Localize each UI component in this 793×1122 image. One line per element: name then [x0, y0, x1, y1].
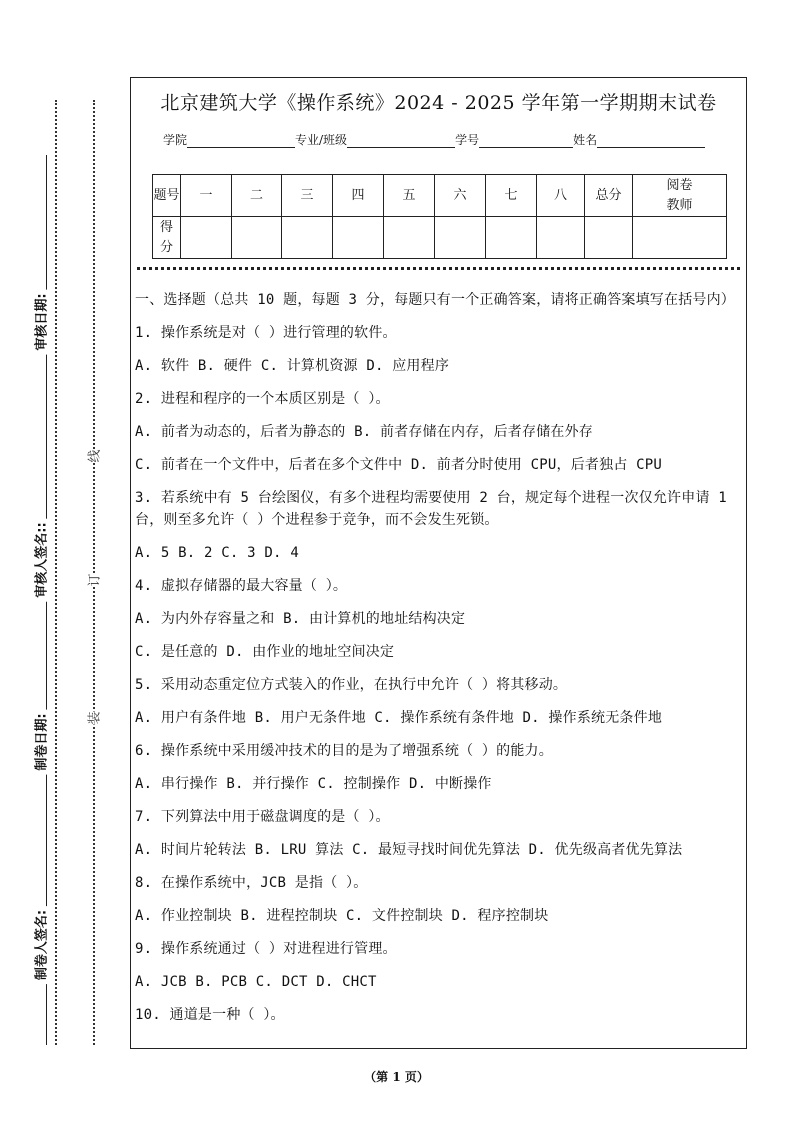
question-text: 3. 若系统中有 5 台绘图仪，有多个进程均需要使用 2 台，规定每个进程一次仅允许申请 1 台，则至多允许（ ）个进程参于竞争，而不会发生死锁。 — [135, 490, 727, 528]
exam-title: 北京建筑大学《操作系统》2024 - 2025 学年第一学期期末试卷 — [160, 92, 717, 114]
question-options: A. 为内外存容量之和 B. 由计算机的地址结构决定 — [135, 611, 466, 627]
major-label: 专业/班级 — [295, 133, 348, 147]
college-field[interactable] — [187, 135, 295, 148]
question-text: 7. 下列算法中用于磁盘调度的是（ ）。 — [135, 809, 390, 825]
col-header: 六 — [435, 175, 486, 217]
question-options: C. 是任意的 D. 由作业的地址空间决定 — [135, 644, 395, 660]
score-table-header-row — [153, 175, 727, 217]
score-table — [152, 174, 727, 259]
college-label: 学院 — [163, 133, 188, 147]
question-text: 2. 进程和程序的一个本质区别是（ ）。 — [135, 391, 390, 407]
compile-date-label: 制卷日期: — [31, 709, 50, 774]
student-id-field[interactable] — [479, 135, 573, 148]
page-number: （第 1 页） — [364, 1070, 429, 1084]
question-text: 6. 操作系统中采用缓冲技术的目的是为了增强系统（ ）的能力。 — [135, 743, 553, 759]
col-header: 四 — [333, 175, 384, 217]
review-date-label: 审核日期: — [31, 289, 50, 354]
col-header: 总分 — [585, 175, 633, 217]
col-header: 二 — [232, 175, 282, 217]
col-header: 三 — [282, 175, 333, 217]
question-text: 5. 采用动态重定位方式装入的作业，在执行中允许（ ）将其移动。 — [135, 677, 568, 693]
question-options: C. 前者在一个文件中，后者在多个文件中 D. 前者分时使用 CPU，后者独占 CPU — [135, 457, 663, 473]
col-header: 阅卷教师 — [633, 175, 727, 217]
question-options: A. 串行操作 B. 并行操作 C. 控制操作 D. 中断操作 — [135, 776, 492, 792]
question-options: A. 5 B. 2 C. 3 D. 4 — [135, 545, 299, 561]
reviewer-signature-label: 审核人签名:: — [31, 518, 50, 601]
score-cell[interactable] — [181, 217, 232, 259]
row-header-question: 题号 — [153, 175, 181, 217]
col-header: 八 — [537, 175, 585, 217]
score-cell[interactable] — [282, 217, 333, 259]
row-header-score: 得分 — [153, 217, 181, 259]
name-label: 姓名 — [573, 133, 598, 147]
score-cell[interactable] — [537, 217, 585, 259]
compiler-signature-label: 制卷人签名: — [31, 906, 50, 984]
score-cell[interactable] — [384, 217, 435, 259]
question-text: 10. 通道是一种（ ）。 — [135, 1007, 285, 1023]
question-options: A. 前者为动态的，后者为静态的 B. 前者存储在内存，后者存储在外存 — [135, 424, 593, 440]
score-cell[interactable] — [232, 217, 282, 259]
student-id-label: 学号 — [455, 133, 480, 147]
binding-char-zhuang: 装 — [82, 711, 105, 724]
question-options: A. 作业控制块 B. 进程控制块 C. 文件控制块 D. 程序控制块 — [135, 908, 549, 924]
score-cell[interactable] — [435, 217, 486, 259]
col-header: 七 — [486, 175, 537, 217]
score-cell[interactable] — [633, 217, 727, 259]
binding-char-xian: 线 — [82, 449, 105, 462]
question-text: 9. 操作系统通过（ ）对进程进行管理。 — [135, 941, 397, 957]
question-options: A. JCB B. PCB C. DCT D. CHCT — [135, 974, 377, 990]
question-text: 4. 虚拟存储器的最大容量（ ）。 — [135, 578, 348, 594]
question-text: 8. 在操作系统中，JCB 是指（ ）。 — [135, 875, 368, 891]
student-info-line — [163, 131, 705, 148]
major-field[interactable] — [347, 135, 455, 148]
question-section — [135, 289, 740, 1037]
score-table-score-row — [153, 217, 727, 259]
col-header: 一 — [181, 175, 232, 217]
question-options: A. 时间片轮转法 B. LRU 算法 C. 最短寻找时间优先算法 D. 优先级高者优先算法 — [135, 842, 683, 858]
score-cell[interactable] — [333, 217, 384, 259]
score-cell[interactable] — [486, 217, 537, 259]
binding-dotted-line-outer — [55, 100, 57, 1045]
question-text: 1. 操作系统是对（ ）进行管理的软件。 — [135, 325, 397, 341]
question-options: A. 软件 B. 硬件 C. 计算机资源 D. 应用程序 — [135, 358, 450, 374]
col-header: 五 — [384, 175, 435, 217]
name-field[interactable] — [597, 135, 705, 148]
question-options: A. 用户有条件地 B. 用户无条件地 C. 操作系统有条件地 D. 操作系统无条件地 — [135, 710, 663, 726]
section-heading: 一、选择题（总共 10 题，每题 3 分，每题只有一个正确答案，请将正确答案填写在括号内） — [135, 292, 735, 308]
score-cell[interactable] — [585, 217, 633, 259]
exam-frame — [130, 77, 747, 1049]
binding-char-ding: 订 — [82, 573, 105, 586]
separator-dotted-line — [137, 267, 740, 270]
